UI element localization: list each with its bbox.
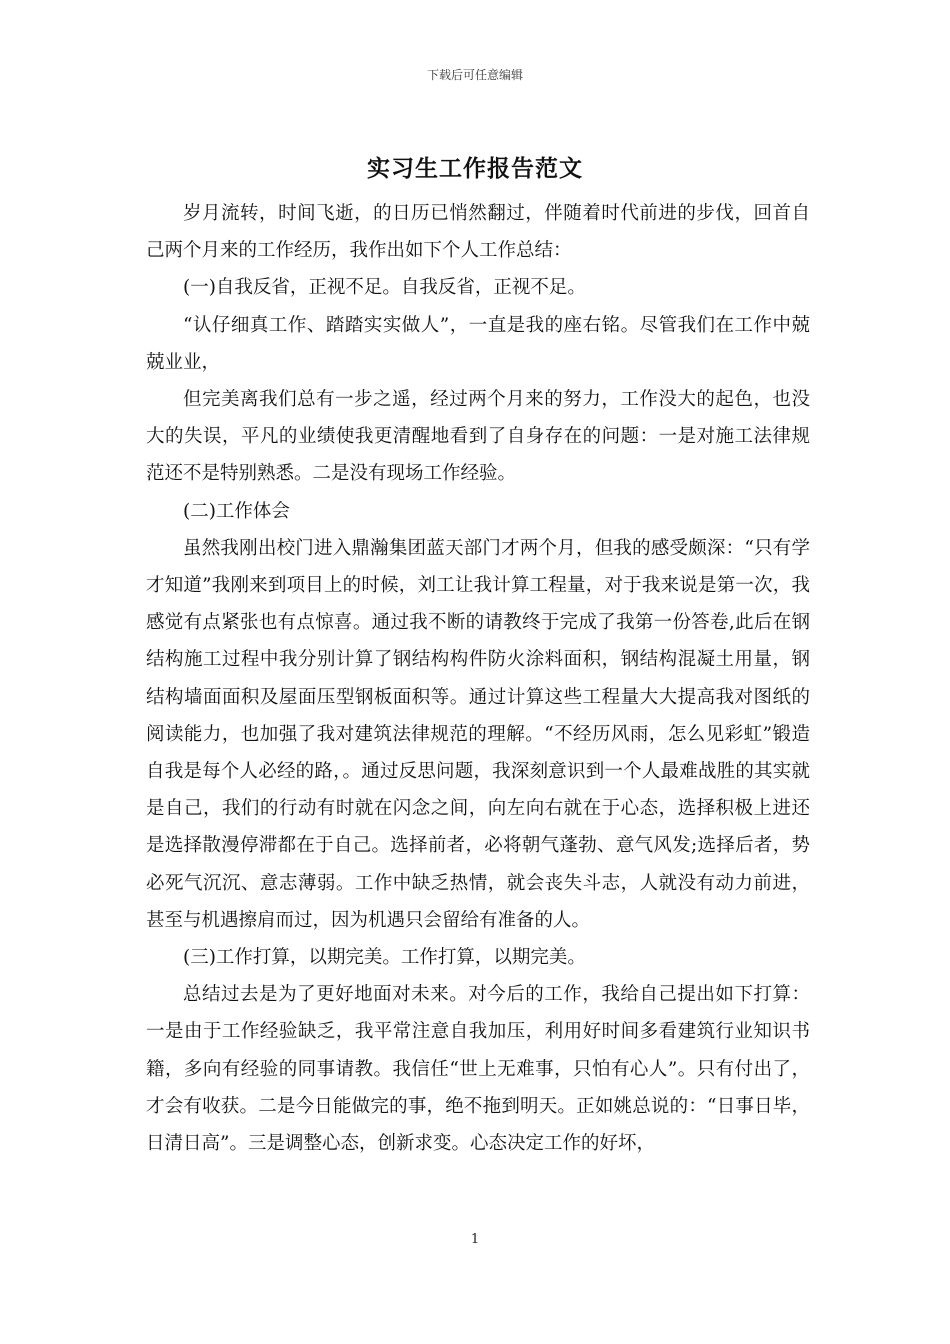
paragraph-intro: 岁月流转，时间飞逝，的日历已悄然翻过，伴随着时代前进的步伐，回首自己两个月来的工作经历，我作出如下个人工作总结：: [146, 203, 810, 262]
paragraph-problems: 但完美离我们总有一步之遥，经过两个月来的努力，工作没大的起色，也没大的失误，平凡的业绩使我更清醒地看到了自身存在的问题：一是对施工法律规范还不是特别熟悉。二是没有现场工作经验。: [146, 389, 810, 485]
paragraph-plans: 总结过去是为了更好地面对未来。对今后的工作，我给自己提出如下打算：一是由于工作经验缺乏，我平常注意自我加压，利用好时间多看建筑行业知识书籍，多向有经验的同事请教。我信任“世上无难事，只怕有心人”。只有付出了，才会有收获。二是今日能做完的事，绝不拖到明天。正如姚总说的：“日事日毕，日清日高”。三是调整心态，创新求变。心态决定工作的好坏，: [146, 984, 810, 1155]
section-heading-3: (三)工作打算，以期完美。工作打算，以期完美。: [183, 947, 586, 969]
document-title: 实习生工作报告范文: [367, 155, 583, 182]
section-heading-1: (一)自我反省，正视不足。自我反省，正视不足。: [183, 277, 586, 299]
paragraph-motto: “认仔细真工作、踏踏实实做人”，一直是我的座右铭。尽管我们在工作中兢兢业业，: [146, 314, 810, 373]
section-heading-2: (二)工作体会: [183, 500, 290, 522]
header-note: 下载后可任意编辑: [426, 68, 523, 82]
paragraph-experience: 虽然我刚出校门进入鼎瀚集团蓝天部门才两个月，但我的感受颇深：“只有学才知道”我刚来到项目上的时候，刘工让我计算工程量，对于我来说是第一次，我感觉有点紧张也有点惊喜。通过我不断的请教终于完成了我第一份答卷,此后在钢结构施工过程中我分别计算了钢结构构件防火涂料面积，钢结构混凝土用量，钢结构墙面面积及屋面压型钢板面积等。通过计算这些工程量大大提高我对图纸的阅读能力，也加强了我对建筑法律规范的理解。“不经历风雨，怎么见彩虹”锻造自我是每个人必经的路，。通过反思问题，我深刻意识到一个人最难战胜的其实就是自己，我们的行动有时就在闪念之间，向左向右就在于心态，选择积极上进还是选择散漫停滞都在于自己。选择前者，必将朝气蓬勃、意气风发;选择后者，势必死气沉沉、意志薄弱。工作中缺乏热情，就会丧失斗志，人就没有动力前进，甚至与机遇擦肩而过，因为机遇只会留给有准备的人。: [146, 537, 810, 931]
document-body: [146, 195, 810, 1162]
page-number: 1: [470, 1232, 480, 1247]
